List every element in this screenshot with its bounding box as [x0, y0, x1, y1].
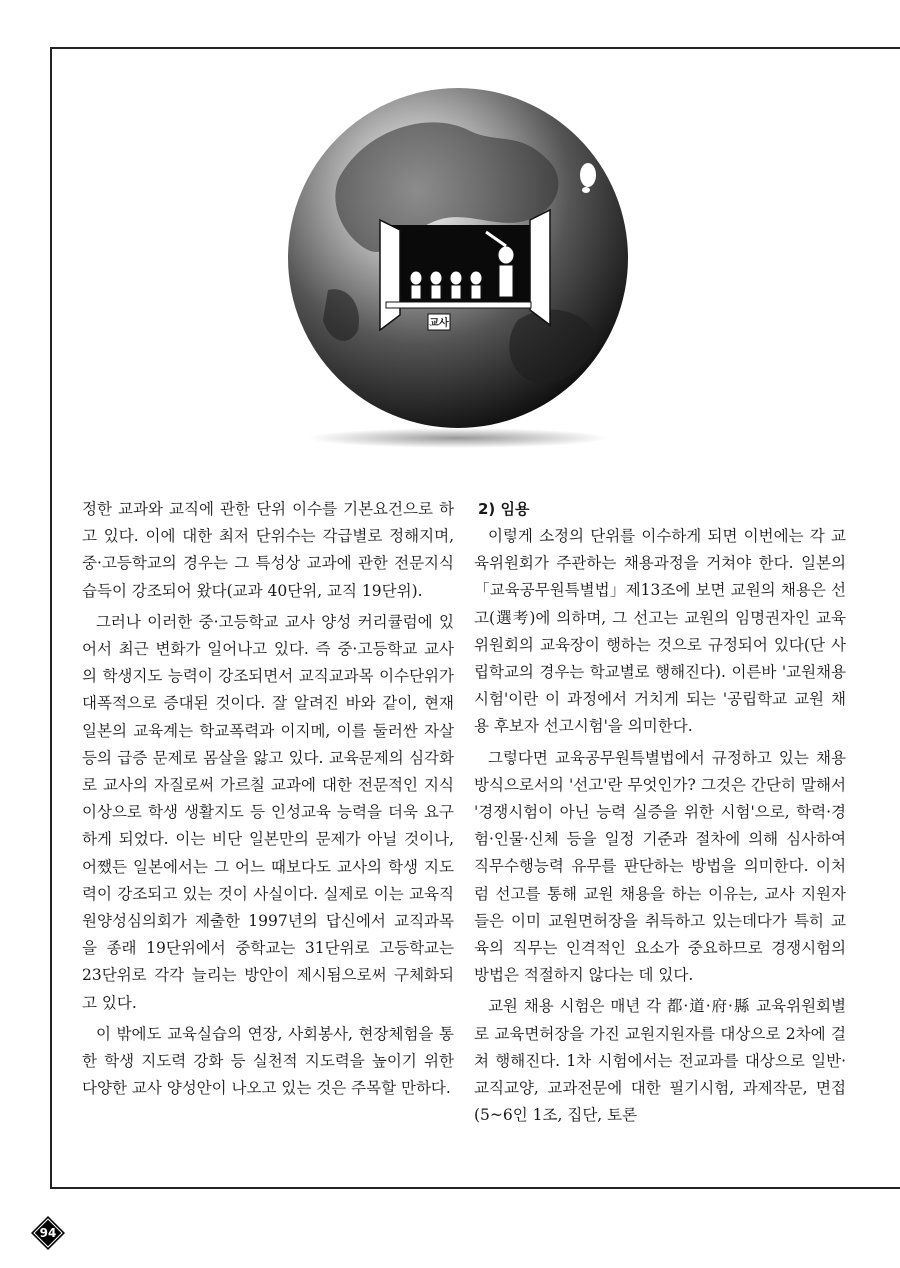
- right-column: [474, 496, 846, 1129]
- globe-classroom-illustration: [268, 70, 648, 450]
- window-right-shutter: [530, 210, 550, 325]
- globe-highlight: [580, 163, 596, 187]
- page-frame-top-rule: [50, 47, 900, 49]
- globe-shadow: [308, 428, 608, 448]
- window-left-shutter: [380, 220, 400, 330]
- section-heading: 2) 임용: [478, 500, 530, 518]
- left-column: [82, 496, 454, 1102]
- left-paragraph-1: 정한 교과와 교직에 관한 단위 이수를 기본요건으로 하고 있다. 이에 대한 최저 단위수는 각급별로 정해지며, 중·고등학교의 경우는 그 특성상 교과에 관한 전문지식 습득이 강조되어 왔다(교과 40단위, 교직 19단위).: [82, 500, 454, 600]
- page-frame-bottom-rule: [50, 1187, 900, 1189]
- right-paragraph-1: 이렇게 소정의 단위를 이수하게 되면 이번에는 각 교육위원회가 주관하는 채용과정을 거쳐야 한다. 일본의「교육공무원특별법」제13조에 보면 교원의 채용은 선고(選考)에 의하며, 그 선고는 교원의 임명권자인 교육위원회의 교육장이 행하는 것으로 규정되어 있다(단 사립학교의 경우는 학교별로 행해진다). 이른바 '교원채용시험'이란 이 과정에서 거치게 되는 '공립학교 교원 채용 후보자 선고시험'을 의미한다.: [474, 527, 846, 736]
- left-paragraph-2: 그러나 이러한 중·고등학교 교사 양성 커리큘럼에 있어서 최근 변화가 일어나고 있다. 즉 중·고등학교 교사의 학생지도 능력이 강조되면서 교직교과목 이수단위가 대폭적으로 증대된 것이다. 잘 알려진 바와 같이, 현재 일본의 교육계는 학교폭력과 이지메, 이를 둘러싼 자살 등의 급증 문제로 몸살을 앓고 있다. 교육문제의 심각화로 교사의 자질로써 가르칠 교과에 대한 전문적인 지식 이상으로 학생 생활지도 등 인성교육 능력을 더욱 요구하게 되었다. 이는 비단 일본만의 문제가 아닐 것이나, 어쨌든 일본에서는 그 어느 때보다도 교사의 학생 지도력이 강조되고 있는 것이 사실이다. 실제로 이는 교육직원양성심의회가 제출한 1997년의 답신에서 교직과목을 종래 19단위에서 중학교는 31단위로 고등학교는 23단위로 각각 늘리는 방안이 제시됨으로써 구체화되고 있다.: [82, 612, 454, 1012]
- page-number: 94: [39, 1226, 57, 1240]
- page-frame-left-rule: [50, 47, 52, 1189]
- page-number-badge: [30, 1215, 66, 1251]
- window-sill: [386, 302, 531, 308]
- globe-highlight: [582, 187, 590, 193]
- right-paragraph-3: 교원 채용 시험은 매년 각 都·道·府·縣 교육위원회별로 교육면허장을 가진 교원지원자를 대상으로 2차에 걸쳐 행해진다. 1차 시험에서는 전교과를 대상으로 일반·교직교양, 교과전문에 대한 필기시험, 과제작문, 면접(5~6인 1조, 집단, 토론: [474, 997, 846, 1125]
- left-paragraph-3: 이 밖에도 교육실습의 연장, 사회봉사, 현장체험을 통한 학생 지도력 강화 등 실천적 지도력을 높이기 위한 다양한 교사 양성안이 나오고 있는 것은 주목할 만하다.: [82, 1024, 454, 1098]
- right-paragraph-2: 그렇다면 교육공무원특별법에서 규정하고 있는 채용 방식으로서의 '선고'란 무엇인가? 그것은 간단히 말해서 '경쟁시험이 아닌 능력 실증을 위한 시험'으로, 학력·경험·인물·신체 등을 일정 기준과 절차에 의해 심사하여 직무수행능력 유무를 판단하는 방법을 의미한다. 이처럼 선고를 통해 교원 채용을 하는 이유는, 교사 지원자들은 이미 교원면허장을 취득하고 있는데다가 특히 교육의 직무는 인격적인 요소가 중요하므로 경쟁시험의 방법은 적절하지 않다는 데 있다.: [474, 748, 846, 985]
- school-sign-text: 교사: [429, 318, 449, 329]
